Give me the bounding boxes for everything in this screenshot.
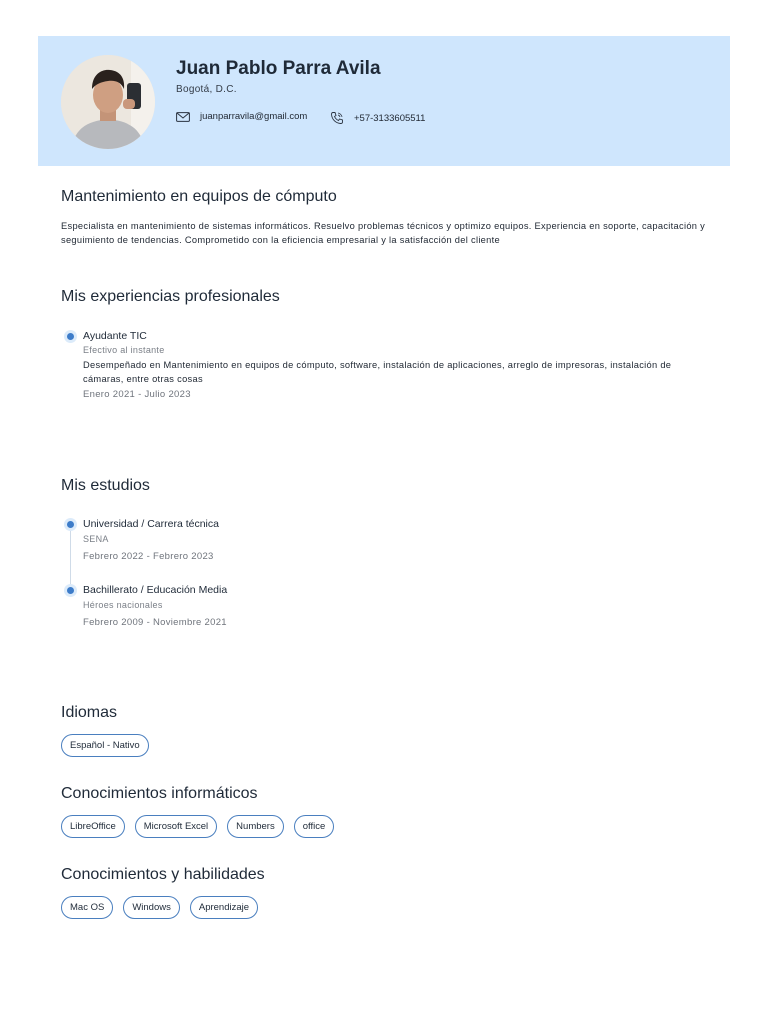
- experience-description: Desempeñado en Mantenimiento en equipos de cómputo, software, instalación de aplicaciones, arreglo de impresoras, instalación de cámaras, entre otras cosas: [83, 360, 672, 384]
- experience-dates: Enero 2021 - Julio 2023: [83, 389, 191, 400]
- envelope-icon: [176, 112, 190, 122]
- experience-section-title: Mis experiencias profesionales: [61, 288, 280, 305]
- phone-icon: [330, 111, 344, 125]
- phone-contact[interactable]: [330, 111, 425, 125]
- timeline-dot: [64, 518, 77, 531]
- timeline-dot: [64, 330, 77, 343]
- education-dates: Febrero 2009 - Noviembre 2021: [83, 617, 227, 628]
- computer-skill-chip: office: [294, 815, 335, 838]
- profile-title: Mantenimiento en equipos de cómputo: [61, 188, 337, 205]
- phone-number[interactable]: +57-3133605511: [354, 112, 426, 124]
- education-item: [61, 584, 721, 634]
- skill-chip: Windows: [123, 896, 180, 919]
- experience-role: Ayudante TIC: [83, 330, 147, 342]
- skills-section-title: Conocimientos y habilidades: [61, 866, 265, 883]
- education-degree: Bachillerato / Educación Media: [83, 584, 228, 596]
- candidate-location: Bogotá, D.C.: [176, 84, 237, 95]
- education-school: Héroes nacionales: [83, 600, 163, 610]
- profile-summary: Especialista en mantenimiento de sistemas informáticos. Resuelvo problemas técnicos y optimizo equipos. Experiencia en soporte, capacitación y seguimiento de tendencias. Comprometido con la eficiencia empresarial y la satisfacción del cliente: [61, 221, 706, 245]
- education-dates: Febrero 2022 - Febrero 2023: [83, 551, 214, 562]
- resume-header: [38, 36, 730, 166]
- profile-photo: [61, 55, 155, 149]
- education-section-title: Mis estudios: [61, 477, 150, 494]
- email-address[interactable]: juanparravila@gmail.com: [200, 111, 308, 122]
- skills-chips: [61, 896, 258, 919]
- computer-skill-chip: Microsoft Excel: [135, 815, 217, 838]
- computer-skill-chip: Numbers: [227, 815, 284, 838]
- experience-item: [61, 330, 721, 410]
- email-contact[interactable]: [176, 111, 307, 122]
- timeline-dot: [64, 584, 77, 597]
- profile-photo-illustration: [61, 55, 155, 149]
- skill-chip: Mac OS: [61, 896, 113, 919]
- candidate-name: Juan Pablo Parra Avila: [176, 58, 381, 79]
- languages-chips: [61, 734, 149, 757]
- education-item: [61, 518, 721, 568]
- education-degree: Universidad / Carrera técnica: [83, 518, 219, 530]
- education-school: SENA: [83, 534, 109, 544]
- computer-skills-chips: [61, 815, 334, 838]
- computer-skill-chip: LibreOffice: [61, 815, 125, 838]
- language-chip: Español - Nativo: [61, 734, 149, 757]
- languages-section-title: Idiomas: [61, 704, 118, 721]
- computer-skills-section-title: Conocimientos informáticos: [61, 785, 258, 802]
- skill-chip: Aprendizaje: [190, 896, 258, 919]
- experience-company: Efectivo al instante: [83, 345, 165, 355]
